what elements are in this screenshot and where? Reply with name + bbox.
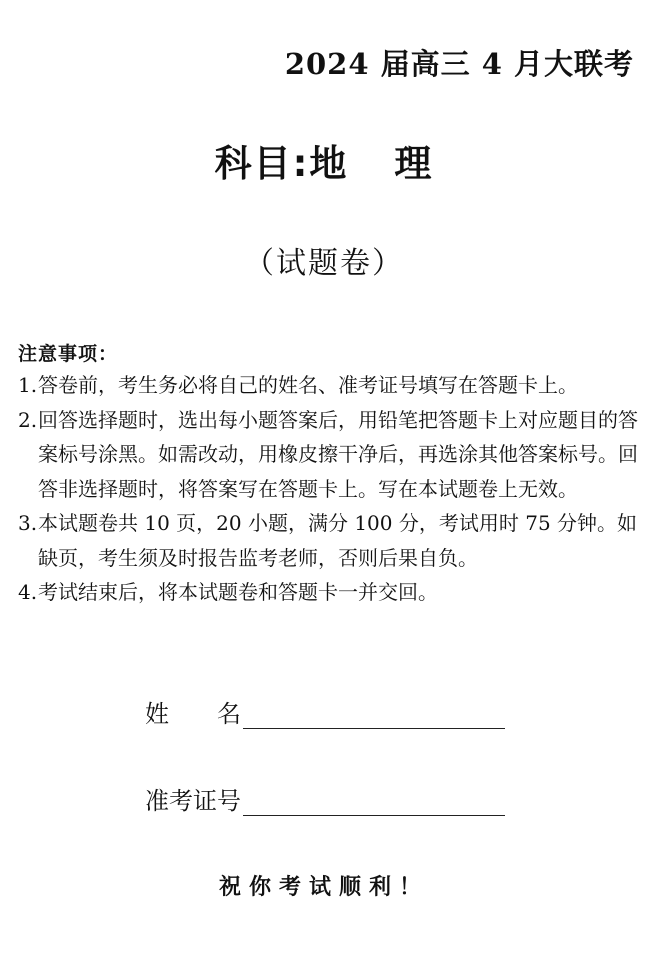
notice-item-text: 本试题卷共 10 页，20 小题，满分 100 分，考试用时 75 分钟。如缺页，考生须及时报告监考老师，否则后果自负。 [38, 511, 638, 570]
notice-item-number: 1. [18, 373, 38, 397]
exam-title: 2024 届高三 4 月大联考 [284, 47, 634, 81]
subject-title [0, 133, 648, 187]
name-label: 姓 名 [145, 700, 241, 728]
notice-item-text: 答卷前，考生务必将自己的姓名、准考证号填写在答题卡上。 [38, 373, 578, 397]
notice-list [18, 368, 638, 610]
id-line[interactable] [243, 789, 505, 816]
notice-item [18, 368, 638, 403]
closing-message: 祝你考试顺利！ [218, 874, 429, 900]
notice-item-number: 3. [18, 511, 38, 535]
subject-prefix: 科目:地 [214, 142, 349, 185]
id-field [145, 781, 505, 816]
subject-suffix: 理 [394, 142, 434, 185]
notice-item-text: 回答选择题时，选出每小题答案后，用铅笔把答题卡上对应题目的答案标号涂黑。如需改动，用橡皮擦干净后，再选涂其他答案标号。回答非选择题时，将答案写在答题卡上。写在本试题卷上无效。 [38, 407, 638, 501]
name-field [145, 694, 505, 729]
name-line[interactable] [243, 702, 505, 729]
notice-item [18, 506, 638, 575]
notice-item-number: 2. [18, 407, 38, 432]
notice-item-text: 考试结束后，将本试题卷和答题卡一并交回。 [38, 580, 438, 604]
id-label: 准考证号 [145, 787, 241, 815]
notice-item [18, 575, 638, 610]
notice-heading: 注意事项： [18, 343, 119, 365]
booklet-label: （试题卷） [244, 246, 404, 281]
notice-item-number: 4. [18, 580, 38, 604]
notice-item [18, 403, 638, 507]
